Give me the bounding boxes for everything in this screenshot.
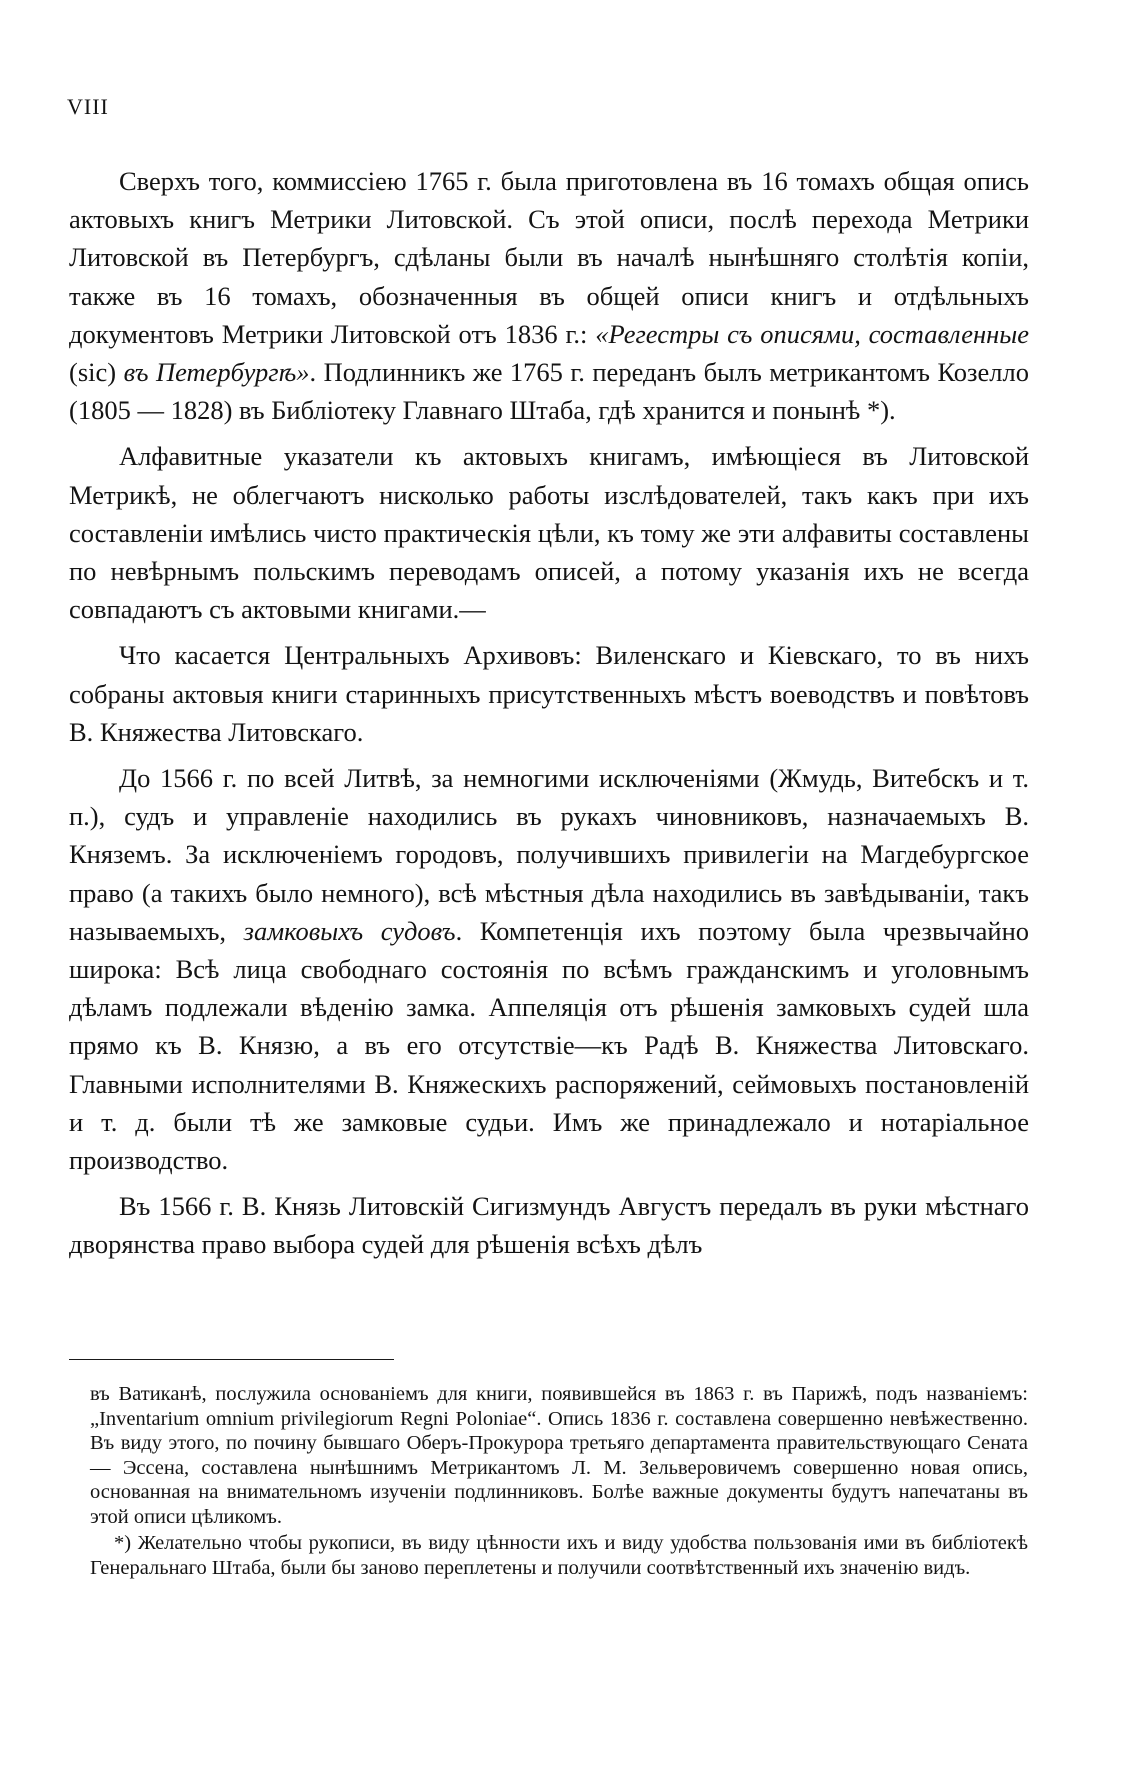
paragraph-1-text-end: . Подлинникъ же 1765 г. переданъ былъ метрикантомъ Козелло (1805 — 1828) въ Библіотеку Главнаго Штаба, гдѣ хранится и понынѣ *).	[69, 357, 1029, 426]
footnote-divider	[69, 1359, 394, 1360]
footnote-continuation: въ Ватиканѣ, послужила основаніемъ для книги, появившейся въ 1863 г. въ Парижѣ, подъ названіемъ: „Inventarium omnium privilegiorum Regni Poloniae“. Опись 1836 г. составлена совершенно невѣжественно. Въ виду этого, по почину бывшаго Оберъ-Прокурора третьяго департамента правительствующаго Сената — Эссена, составлена нынѣшнимъ Метрикантомъ Л. М. Зельверовичемъ совершенно новая опись, основанная на внимательномъ изученіи подлинниковъ. Болѣе важные документы будутъ напечатаны въ этой описи цѣликомъ.	[90, 1383, 1028, 1528]
paragraph-1	[69, 162, 1029, 429]
paragraph-2: Алфавитные указатели къ актовыхъ книгамъ, имѣющіеся въ Литовской Метрикѣ, не облегчаютъ нисколько работы изслѣдователей, такъ какъ при ихъ составленіи имѣлись чисто практическія цѣли, къ тому же эти алфавиты составлены по невѣрнымъ польскимъ переводамъ описей, а потому указанія ихъ не всегда совпадаютъ съ актовыми книгами.—	[69, 441, 1029, 625]
paragraph-3: Что касается Центральныхъ Архивовъ: Виленскаго и Кіевскаго, то въ нихъ собраны актовыя книги старинныхъ присутственныхъ мѣстъ воеводствъ и повѣтовъ В. Княжества Литовскаго.	[69, 640, 1029, 747]
paragraph-1-italic-place: въ Петербургѣ»	[123, 357, 310, 388]
paragraph-4	[69, 759, 1029, 1179]
paragraph-4-italic-courts: замковыхъ судовъ	[243, 915, 456, 946]
paragraph-4-text-end: . Компетенція ихъ поэтому была чрезвычайно широка: Всѣ лица свободнаго состоянія по всѣмъ гражданскимъ и уголовнымъ дѣламъ подлежали вѣденію замка. Аппеляція отъ рѣшенія замковыхъ судей шла прямо къ В. Князю, а въ его отсутствіе—къ Радѣ В. Княжества Литовскаго. Главными исполнителями В. Княжескихъ распоряжений, сеймовыхъ постановленій и т. д. были тѣ же замковые судьи. Имъ же принадлежало и нотаріальное производство.	[69, 915, 1030, 1176]
paragraph-4-text: До 1566 г. по всей Литвѣ, за немногими исключеніями (Жмудь, Витебскъ и т. п.), судъ и управленіе находились въ рукахъ чиновниковъ, назначаемыхъ В. Княземъ. За исключеніемъ городовъ, получившихъ привилегіи на Магдебургское право (а такихъ было немного), всѣ мѣстныя дѣла находились въ завѣдываніи, такъ называемыхъ,	[69, 763, 1029, 946]
page-number: VIII	[67, 94, 109, 119]
main-text	[69, 162, 1029, 1272]
footnotes	[90, 1382, 1028, 1580]
paragraph-1-text: Сверхъ того, коммиссіею 1765 г. была приготовлена въ 16 томахъ общая опись актовыхъ книгъ Метрики Литовской. Съ этой описи, послѣ перехода Метрики Литовской въ Петербургъ, сдѣланы были въ началѣ нынѣшняго столѣтія копіи, также въ 16 томахъ, обозначенныя въ общей описи книгъ и отдѣльныхъ документовъ Метрики Литовской отъ 1836 г.:	[69, 166, 1029, 349]
paragraph-1-italic-title: «Регестры съ описями, составленные	[595, 318, 1029, 349]
footnote-asterisk: *) Желательно чтобы рукописи, въ виду цѣнности ихъ и виду удобства пользованія ими въ библіотекѣ Генеральнаго Штаба, были бы заново переплетены и получили соотвѣтственный ихъ значенію видъ.	[90, 1532, 1028, 1579]
paragraph-1-sic: (sic)	[69, 357, 124, 388]
paragraph-5: Въ 1566 г. В. Князь Литовскій Сигизмундъ Августъ передалъ въ руки мѣстнаго дворянства право выбора судей для рѣшенія всѣхъ дѣлъ	[69, 1191, 1029, 1260]
